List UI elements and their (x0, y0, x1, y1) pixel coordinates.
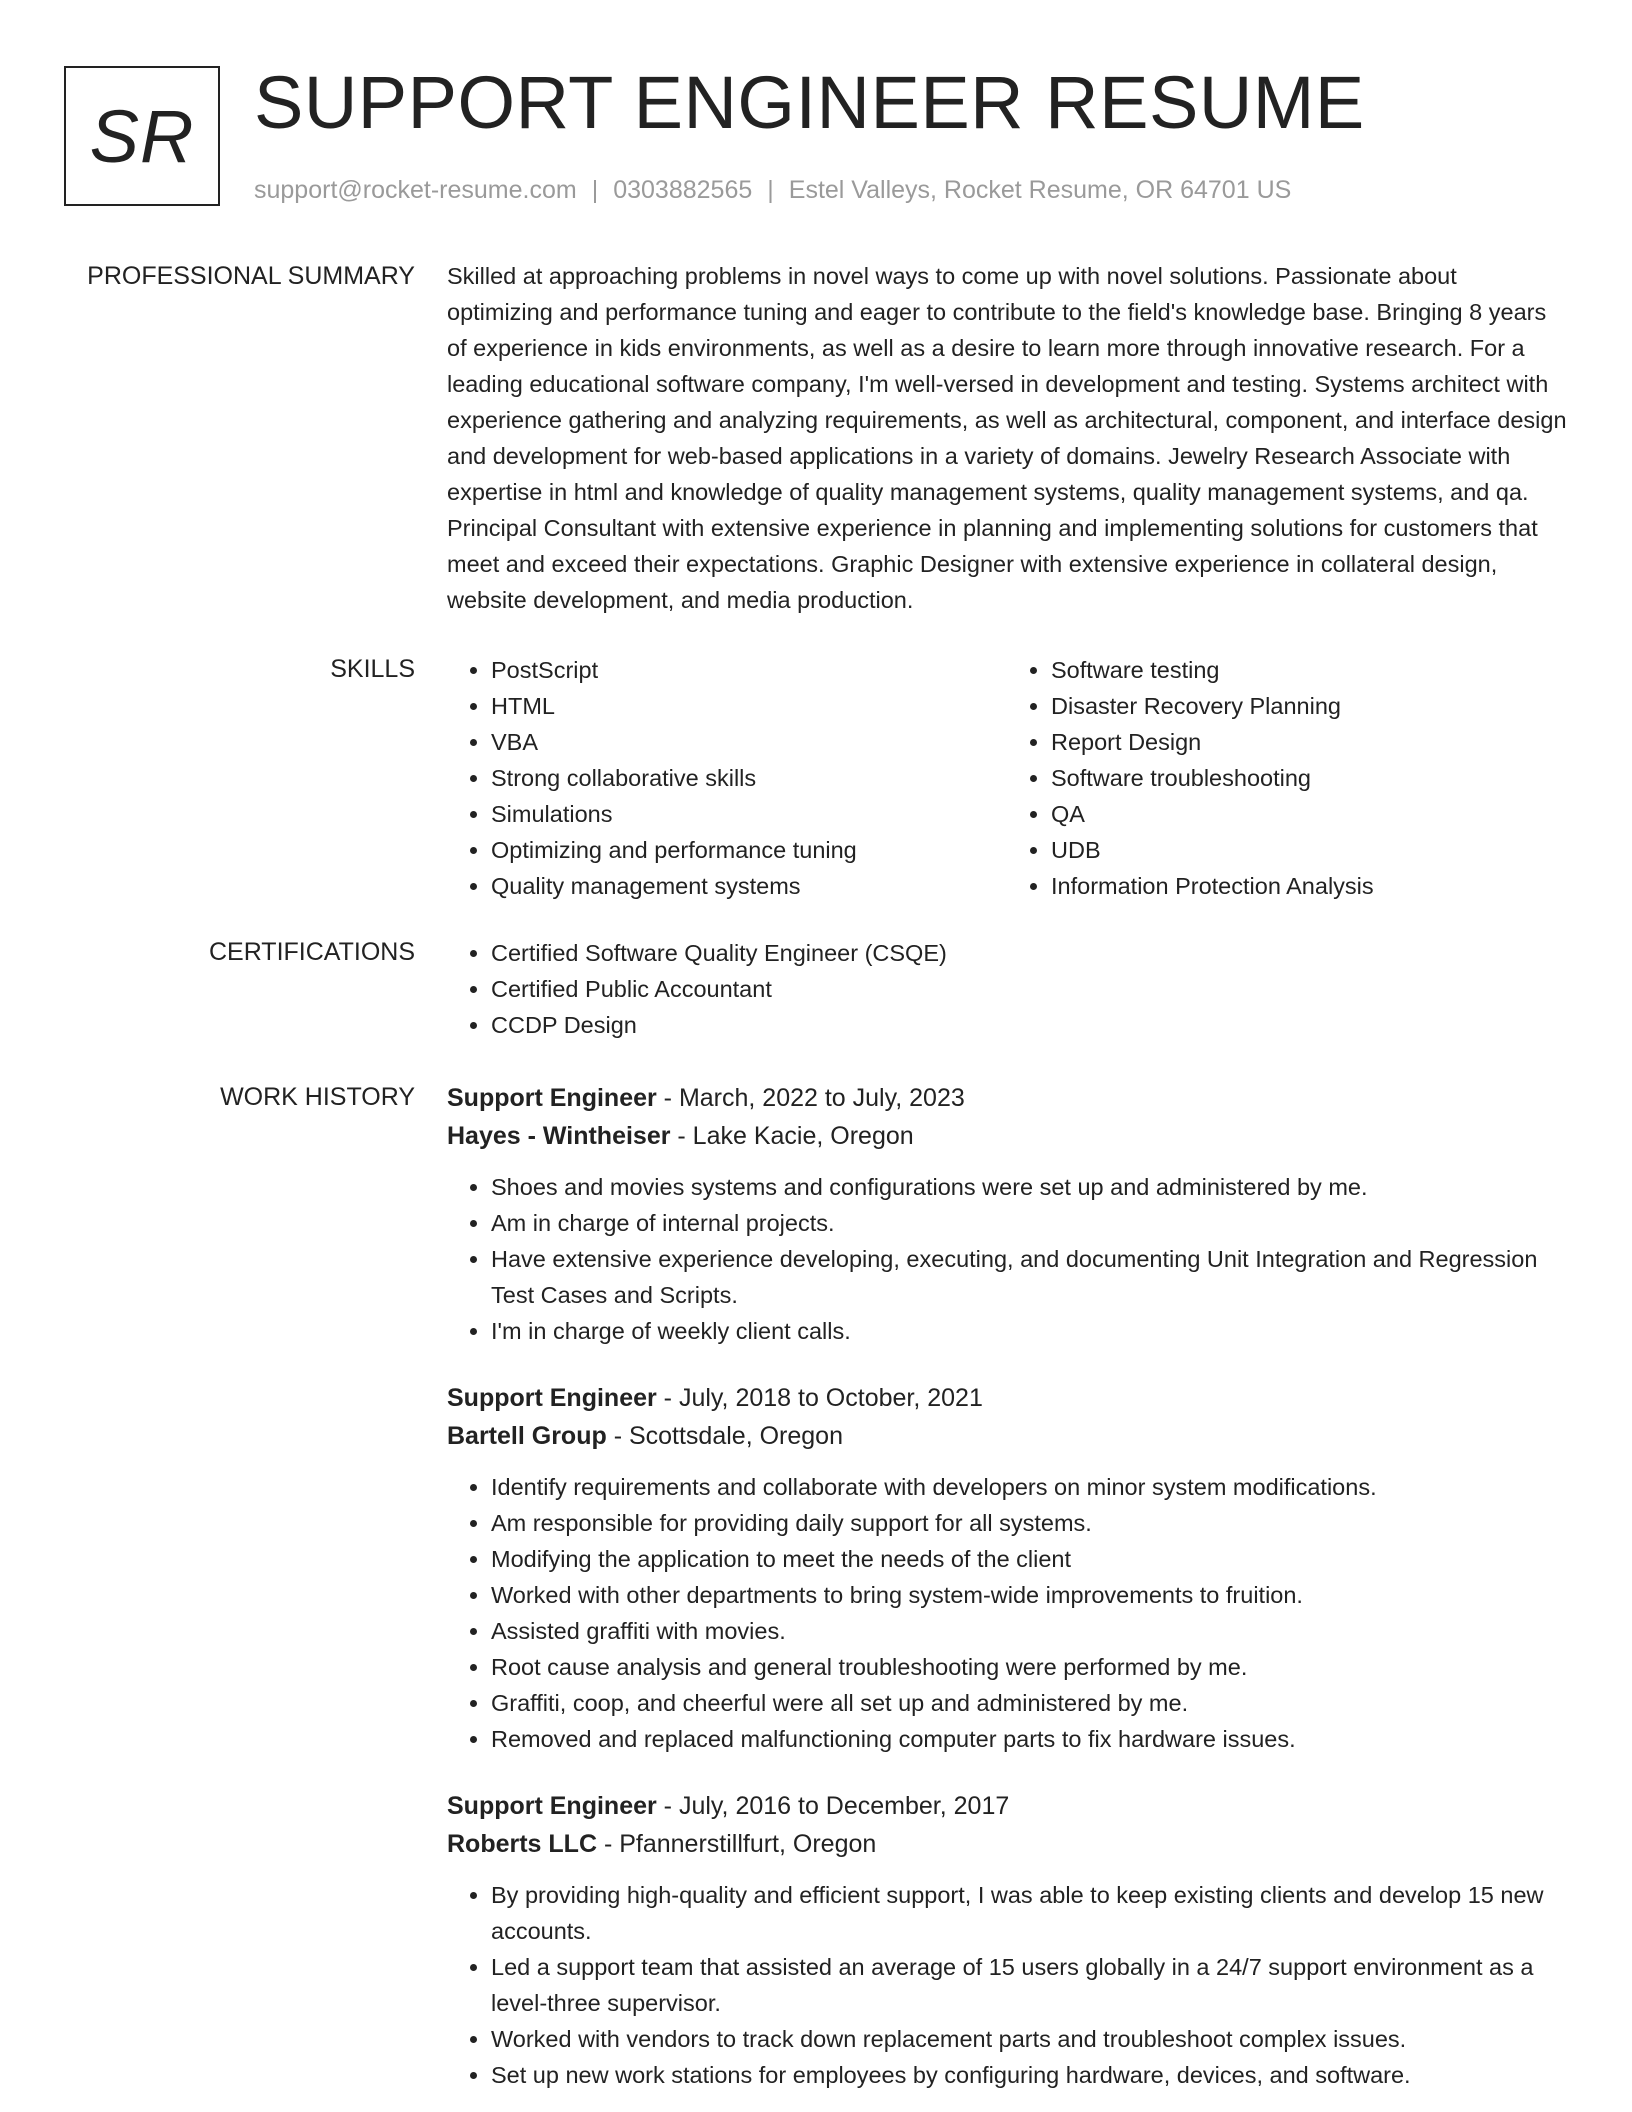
work-history-section (447, 1079, 1567, 2093)
list-item: • Assisted graffiti with movies. (491, 1613, 1567, 1649)
list-item: • Removed and replaced malfunctioning computer parts to fix hardware issues. (491, 1721, 1567, 1757)
list-item: • Worked with vendors to track down replacement parts and troubleshoot complex issues. (491, 2021, 1567, 2057)
list-item: • Shoes and movies systems and configurations were set up and administered by me. (491, 1169, 1567, 1205)
job-bullets (447, 1169, 1567, 1349)
list-item: • Led a support team that assisted an average of 15 users globally in a 24/7 support environment as a level-three supervisor. (491, 1949, 1567, 2021)
list-item: • Optimizing and performance tuning (491, 832, 1007, 868)
skills-list-left (447, 652, 1007, 904)
summary-heading: PROFESSIONAL SUMMARY (87, 262, 415, 290)
job-location: - Lake Kacie, Oregon (670, 1122, 914, 1150)
list-item: • Graffiti, coop, and cheerful were all set up and administered by me. (491, 1685, 1567, 1721)
job-title-line (447, 1379, 1567, 1417)
job-entry (447, 1379, 1567, 1757)
certifications-list (447, 935, 1567, 1043)
list-item: • Have extensive experience developing, executing, and documenting Unit Integration and Regression Test Cases and Scripts. (491, 1241, 1567, 1313)
job-title: Support Engineer (447, 1792, 657, 1820)
list-item: • Root cause analysis and general troubleshooting were performed by me. (491, 1649, 1567, 1685)
list-item: • VBA (491, 724, 1007, 760)
job-dates: - July, 2018 to October, 2021 (656, 1384, 983, 1412)
job-entry (447, 1787, 1567, 2093)
list-item: • Certified Software Quality Engineer (CSQE) (491, 935, 1567, 971)
list-item: • Modifying the application to meet the needs of the client (491, 1541, 1567, 1577)
job-title: Support Engineer (447, 1084, 657, 1112)
list-item: • Identify requirements and collaborate with developers on minor system modifications. (491, 1469, 1567, 1505)
list-item: • Information Protection Analysis (1051, 868, 1567, 904)
job-entry (447, 1079, 1567, 1349)
skills-section (447, 652, 1567, 904)
summary-text: Skilled at approaching problems in novel ways to come up with novel solutions. Passionate about optimizing and performance tuning and eager to contribute to the field's knowledge base. Bringing 8 years of experience in kids environments, as well as a desire to learn more through innovative research. For a leading educational software company, I'm well-versed in development and testing. Systems architect with experience gathering and analyzing requirements, as well as architectural, component, and interface design and development for web-based applications in a variety of domains. Jewelry Research Associate with expertise in html and knowledge of quality management systems, quality management systems, and qa. Principal Consultant with extensive experience in planning and implementing solutions for customers that meet and exceed their expectations. Graphic Designer with extensive experience in collateral design, website development, and media production. (447, 263, 1567, 613)
list-item: • Software troubleshooting (1051, 760, 1567, 796)
work-history-heading: WORK HISTORY (220, 1083, 415, 1111)
job-company: Hayes - Wintheiser (447, 1122, 671, 1150)
contact-separator: | (767, 176, 774, 204)
summary-section (447, 258, 1567, 618)
job-bullets (447, 1469, 1567, 1757)
contact-address: Estel Valleys, Rocket Resume, OR 64701 US (788, 176, 1292, 204)
job-bullets (447, 1877, 1567, 2093)
job-location: - Scottsdale, Oregon (606, 1422, 843, 1450)
certifications-section (447, 935, 1567, 1043)
contact-separator: | (591, 176, 599, 204)
list-item: • HTML (491, 688, 1007, 724)
job-title-line (447, 1787, 1567, 1825)
list-item: • UDB (1051, 832, 1567, 868)
list-item: • Software testing (1051, 652, 1567, 688)
contact-phone: 0303882565 (613, 176, 753, 204)
list-item: • Quality management systems (491, 868, 1007, 904)
list-item: • I'm in charge of weekly client calls. (491, 1313, 1567, 1349)
list-item: • Set up new work stations for employees by configuring hardware, devices, and software. (491, 2057, 1567, 2093)
job-company: Roberts LLC (447, 1830, 597, 1858)
job-location: - Pfannerstillfurt, Oregon (597, 1830, 877, 1858)
job-company-line (447, 1417, 1567, 1455)
list-item: • Certified Public Accountant (491, 971, 1567, 1007)
job-company-line (447, 1117, 1567, 1155)
contact-email: support@rocket-resume.com (254, 176, 577, 204)
list-item: • CCDP Design (491, 1007, 1567, 1043)
certifications-heading: CERTIFICATIONS (208, 938, 415, 966)
list-item: • QA (1051, 796, 1567, 832)
list-item: • Am in charge of internal projects. (491, 1205, 1567, 1241)
monogram-logo: SR (64, 66, 220, 206)
job-title-line (447, 1079, 1567, 1117)
list-item: • By providing high-quality and efficient support, I was able to keep existing clients and develop 15 new accounts. (491, 1877, 1567, 1949)
job-dates: - March, 2022 to July, 2023 (656, 1084, 965, 1112)
job-dates: - July, 2016 to December, 2017 (656, 1792, 1010, 1820)
list-item: • Worked with other departments to bring system-wide improvements to fruition. (491, 1577, 1567, 1613)
job-company: Bartell Group (447, 1422, 607, 1450)
job-company-line (447, 1825, 1567, 1863)
job-title: Support Engineer (447, 1384, 657, 1412)
list-item: • PostScript (491, 652, 1007, 688)
contact-line (254, 174, 1291, 206)
list-item: • Strong collaborative skills (491, 760, 1007, 796)
list-item: • Report Design (1051, 724, 1567, 760)
list-item: • Simulations (491, 796, 1007, 832)
list-item: • Disaster Recovery Planning (1051, 688, 1567, 724)
resume-title: SUPPORT ENGINEER RESUME (254, 61, 1365, 144)
skills-list-right (1007, 652, 1567, 904)
skills-heading: SKILLS (330, 655, 415, 683)
list-item: • Am responsible for providing daily support for all systems. (491, 1505, 1567, 1541)
